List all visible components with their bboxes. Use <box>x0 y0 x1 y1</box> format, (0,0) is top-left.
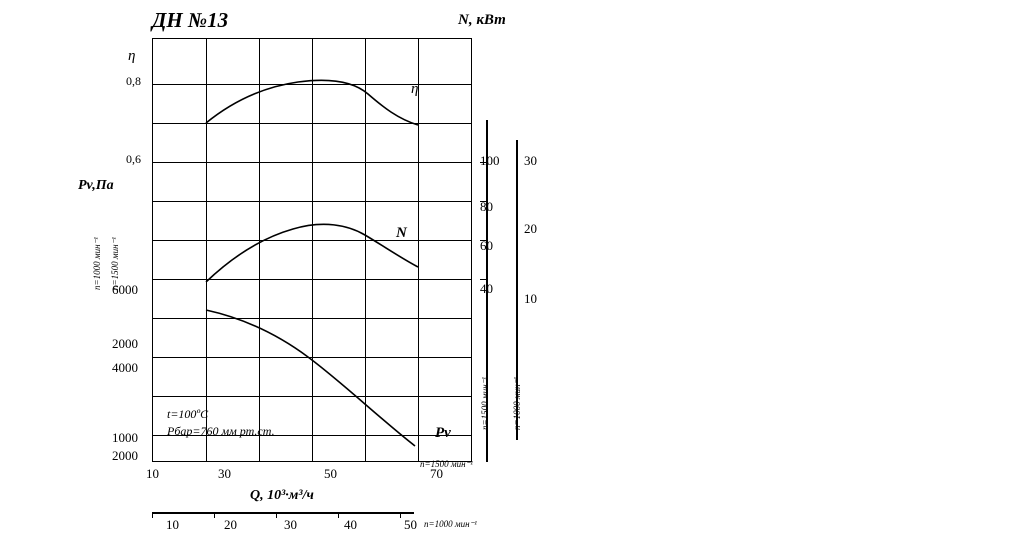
x2-tick <box>152 512 153 518</box>
chart-title: ДН №13 <box>152 8 229 32</box>
x2-tick-10: 10 <box>166 517 179 532</box>
plot-area <box>152 38 472 462</box>
n1500-tick-80: 80 <box>480 199 493 214</box>
n-curve-label: N <box>396 225 407 241</box>
pv-tick-1000: 1000 <box>112 430 138 445</box>
pv-tick-2000-upper: 2000 <box>112 336 138 351</box>
x-tick-70: 70 <box>430 466 443 481</box>
pv-tick-4000: 4000 <box>112 360 138 375</box>
pv-curve-label: Pv <box>435 425 451 441</box>
note-pressure: Pбар=760 мм рт.ст. <box>167 424 275 438</box>
n1000-tick-30: 30 <box>524 153 537 168</box>
x-tick-10: 10 <box>146 466 159 481</box>
x-axis-title: Q, 10³·м³/ч <box>250 488 314 503</box>
pv-tick-6000: 6000 <box>112 282 138 297</box>
x2-tick-40: 40 <box>344 517 357 532</box>
n-curve <box>206 224 418 282</box>
eta-curve <box>206 80 418 125</box>
eta-tick-0.8: 0,8 <box>126 74 141 88</box>
eta-curve-label: η <box>411 81 419 97</box>
n1500-tick-60: 60 <box>480 238 493 253</box>
x2-axis-suffix-1000: n=1000 мин⁻¹ <box>424 519 477 529</box>
n1000-tick-20: 20 <box>524 221 537 236</box>
n1500-tick-40: 40 <box>480 281 493 296</box>
x-secondary-axis-line <box>152 512 414 514</box>
curve-layer <box>153 39 473 463</box>
top-right-axis-label: N, кВт <box>458 12 506 28</box>
x-tick-30: 30 <box>218 466 231 481</box>
x2-tick <box>276 512 277 518</box>
n1500-tick-100: 100 <box>480 153 500 168</box>
n1500-tick <box>480 279 486 280</box>
x2-tick-30: 30 <box>284 517 297 532</box>
eta-axis-label: η <box>128 48 136 64</box>
right-axis-label-1000: n=1000 мин⁻¹ <box>512 377 522 430</box>
x2-tick-50: 50 <box>404 517 417 532</box>
x2-tick <box>400 512 401 518</box>
n1000-tick-10: 10 <box>524 291 537 306</box>
x-tick-50: 50 <box>324 466 337 481</box>
x2-tick <box>214 512 215 518</box>
left-axis-label-1500: n=1500 мин⁻¹ <box>110 237 120 290</box>
x2-tick <box>338 512 339 518</box>
x-axis-suffix-1500: n=1500 мин⁻¹ <box>420 459 473 469</box>
pv-tick-2000-lower: 2000 <box>112 448 138 463</box>
left-axis-label-1000: n=1000 мин⁻¹ <box>92 237 102 290</box>
right-axis-label-1500: n=1500 мин⁻¹ <box>480 377 490 430</box>
x2-tick-20: 20 <box>224 517 237 532</box>
pv-axis-label: Pv,Па <box>78 178 114 193</box>
note-temperature: t=100ºC <box>167 407 209 421</box>
eta-tick-0.6: 0,6 <box>126 152 141 166</box>
